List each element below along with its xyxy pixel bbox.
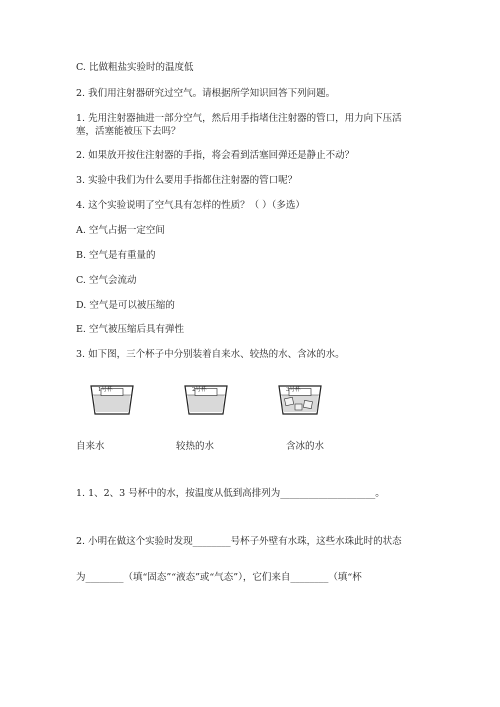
option-b: B. 空气是有重量的 (76, 250, 156, 261)
cup-1-label: 1号杯 (98, 387, 113, 393)
question-2-title: 2. 我们用注射器研究过空气。请根据所学知识回答下列问题。 (76, 88, 336, 99)
cup-2-label: 2号杯 (192, 387, 207, 393)
ice-cube (303, 400, 312, 408)
question-2-3: 3. 实验中我们为什么要用手指都住注射器的管口呢？ (76, 175, 298, 186)
question-3-title: 3. 如下图，三个杯子中分别装着自来水、较热的水、含冰的水。 (76, 349, 345, 360)
question-3-2-line-1: 2. 小明在做这个实验时发现________号杯子外壁有水珠，这些水珠此时的状态 (76, 536, 402, 547)
question-3-2-line-2: 为________（填“固态”“液态”或“气态”），它们来自________（填“杯 (76, 572, 362, 583)
cup-1-caption: 自来水 (76, 441, 105, 452)
ice-cube (295, 404, 302, 410)
option-c-previous: C. 比做粗盐实验时的温度低 (76, 62, 194, 73)
cup-3-caption: 含冰的水 (286, 441, 325, 452)
cup-2-caption: 较热的水 (176, 441, 215, 452)
option-d: D. 空气是可以被压缩的 (76, 300, 175, 311)
option-c: C. 空气会流动 (76, 275, 137, 286)
question-3-1: 1. 1、2、3 号杯中的水，按温度从低到高排列为____________________。 (76, 488, 385, 499)
cup-3-label: 3号杯 (286, 387, 301, 393)
question-2-1-line-2: 塞，活塞能被压下去吗？ (76, 126, 181, 137)
ice-cube (284, 397, 293, 406)
option-e: E. 空气被压缩后具有弹性 (76, 324, 184, 335)
option-a: A. 空气占据一定空间 (76, 225, 165, 236)
question-2-4: 4. 这个实验说明了空气具有怎样的性质？（ ）（多选） (76, 200, 305, 211)
question-2-2: 2. 如果放开按住注射器的手指，将会看到活塞回弹还是静止不动？ (76, 150, 355, 161)
question-2-1-line-1: 1. 先用注射器抽进一部分空气，然后用手指堵住注射器的管口，用力向下压活 (76, 113, 402, 124)
